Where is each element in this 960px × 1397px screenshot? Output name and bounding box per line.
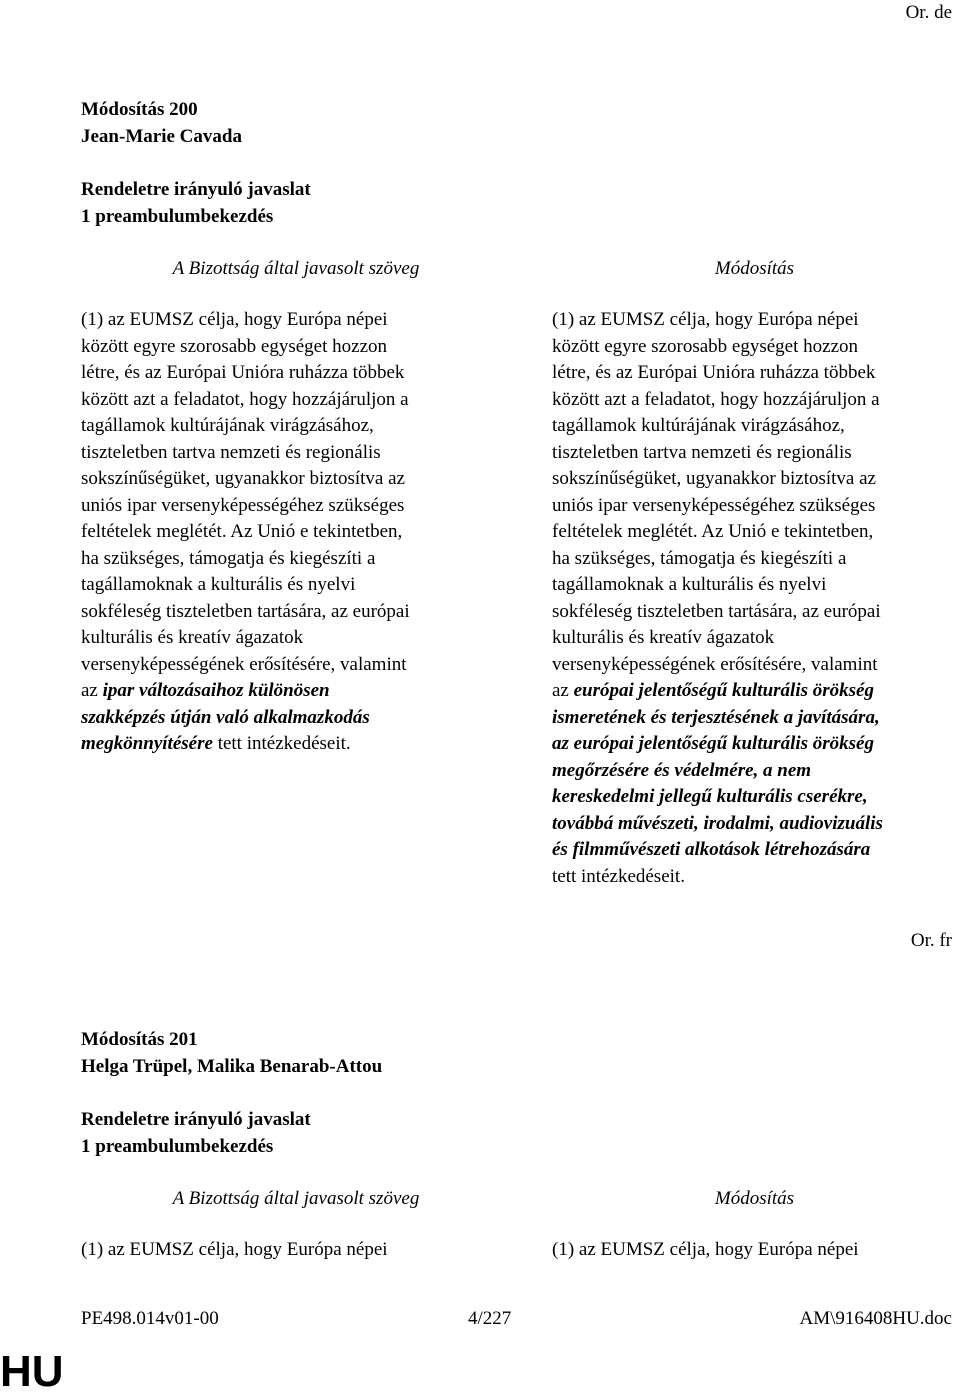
text-line: között egyre szorosabb egységet hozzon <box>552 335 859 357</box>
original-language-top: Or. de <box>905 2 952 23</box>
left-heading-text: A Bizottság által javasolt szöveg <box>172 258 420 279</box>
plain-text: az <box>81 680 103 701</box>
right-heading-text-2: Módosítás <box>714 1188 795 1209</box>
text-line: között egyre szorosabb egységet hozzon <box>81 335 388 357</box>
text-line: létre, és az Európai Unióra ruházza többek <box>81 362 405 383</box>
changed-text: ipar változásaihoz különösen <box>102 680 330 701</box>
recital-reference: 1 preambulumbekezdés <box>81 206 274 227</box>
text-line: uniós ipar versenyképességéhez szükséges <box>552 494 876 516</box>
language-code: HU <box>0 1347 64 1396</box>
amendment-author: Jean-Marie Cavada <box>81 126 242 147</box>
text-line: kulturális és kreatív ágazatok <box>552 627 775 648</box>
original-language-amendment-200: Or. fr <box>910 930 952 951</box>
text-line: tett intézkedéseit. <box>552 865 685 887</box>
left-heading-text-2: A Bizottság által javasolt szöveg <box>172 1188 420 1209</box>
text-line: sokféleség tiszteletben tartására, az európai <box>81 600 410 622</box>
changed-text-line: szakképzés útján való alkalmazkodás <box>81 706 370 728</box>
text-line: ha szükséges, támogatja és kiegészíti a <box>81 547 376 569</box>
text-line: (1) az EUMSZ célja, hogy Európa népei <box>552 309 859 330</box>
changed-text: európai jelentőségű kulturális örökség <box>573 680 874 701</box>
recital-reference-2: 1 preambulumbekezdés <box>81 1136 274 1157</box>
amendment-number: Módosítás 200 <box>81 99 198 120</box>
proposal-title-2: Rendeletre irányuló javaslat <box>81 1109 311 1130</box>
text-line: tagállamoknak a kulturális és nyelvi <box>552 574 827 595</box>
text-line: feltételek meglétét. Az Unió e tekintetben, <box>552 521 874 542</box>
text-line: sokszínűségüket, ugyanakkor biztosítva az <box>552 468 876 489</box>
right-column-heading-2 <box>552 1186 957 1213</box>
text-line: kulturális és kreatív ágazatok <box>81 627 304 648</box>
text-line: tagállamok kultúrájának virágzásához, <box>81 415 374 436</box>
changed-text: megkönnyítésére <box>81 733 213 754</box>
changed-text-line: kereskedelmi jellegű kulturális cserékre, <box>552 786 868 807</box>
commission-text <box>81 307 481 758</box>
left-column-heading <box>81 256 511 283</box>
text-line: tagállamok kultúrájának virágzásához, <box>552 415 845 436</box>
text-line: ha szükséges, támogatja és kiegészíti a <box>552 547 847 569</box>
text-line: között azt a feladatot, hogy hozzájáruljon a <box>81 388 409 410</box>
text-line: (1) az EUMSZ célja, hogy Európa népei <box>81 1239 388 1260</box>
text-line: tiszteletben tartva nemzeti és regionális <box>81 441 381 463</box>
footer-doc-ref: PE498.014v01-00 <box>81 1308 219 1329</box>
amendment-text-2 <box>552 1237 957 1264</box>
amendment-number-2: Módosítás 201 <box>81 1029 198 1050</box>
text-line: versenyképességének erősítésére, valamint <box>81 653 407 675</box>
text-line: tagállamoknak a kulturális és nyelvi <box>81 574 356 595</box>
text-line: között azt a feladatot, hogy hozzájáruljon a <box>552 388 880 410</box>
changed-text-line: továbbá művészeti, irodalmi, audiovizuális <box>552 812 883 834</box>
changed-text-line: ismeretének és terjesztésének a javítására, <box>552 706 880 728</box>
changed-text-line: az európai jelentőségű kulturális örökség <box>552 733 874 754</box>
right-column-heading <box>552 256 957 283</box>
right-heading-text: Módosítás <box>714 258 795 279</box>
changed-text-line: és filmművészeti alkotások létrehozására <box>552 839 871 860</box>
left-column-heading-2 <box>81 1186 511 1213</box>
text-line: létre, és az Európai Unióra ruházza többek <box>552 362 876 383</box>
text-line: (1) az EUMSZ célja, hogy Európa népei <box>81 309 388 330</box>
text-line: versenyképességének erősítésére, valamint <box>552 653 878 675</box>
amendment-text <box>552 307 957 890</box>
text-line <box>81 678 481 705</box>
footer-page-number: 4/227 <box>468 1308 512 1329</box>
proposal-title: Rendeletre irányuló javaslat <box>81 179 311 200</box>
text-line: sokféleség tiszteletben tartására, az európai <box>552 600 881 622</box>
text-line: (1) az EUMSZ célja, hogy Európa népei <box>552 1239 859 1260</box>
plain-text: tett intézkedéseit. <box>212 733 351 754</box>
amendment-author-2: Helga Trüpel, Malika Benarab-Attou <box>81 1056 383 1077</box>
text-line <box>552 678 957 705</box>
commission-text-2 <box>81 1237 481 1264</box>
text-line: tiszteletben tartva nemzeti és regionális <box>552 441 852 463</box>
footer-file-name: AM\916408HU.doc <box>799 1308 952 1329</box>
text-line <box>81 731 481 758</box>
changed-text-line: megőrzésére és védelmére, a nem <box>552 759 812 781</box>
text-line: uniós ipar versenyképességéhez szükséges <box>81 494 405 516</box>
text-line: feltételek meglétét. Az Unió e tekintetben, <box>81 521 403 542</box>
plain-text: az <box>552 680 574 701</box>
text-line: sokszínűségüket, ugyanakkor biztosítva az <box>81 468 405 489</box>
